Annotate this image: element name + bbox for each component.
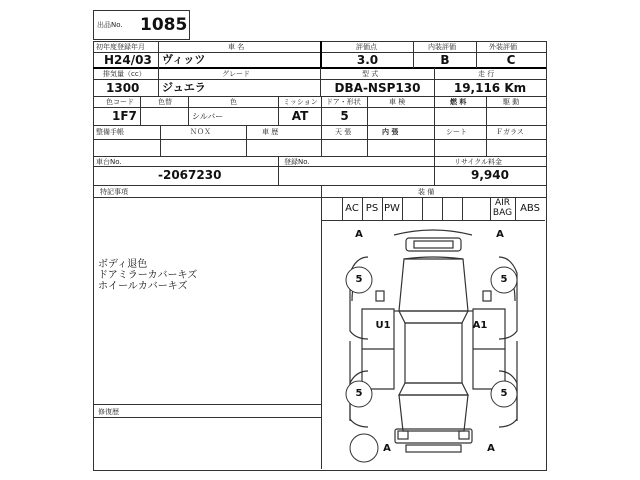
interior-value: B xyxy=(440,53,450,67)
lot-label: 出品No. xyxy=(97,21,123,29)
car-diagram xyxy=(322,221,545,469)
code-front-right-tire: 5 xyxy=(500,274,508,285)
repair-label: 修復歴 xyxy=(98,408,119,416)
lot-number: 1085 xyxy=(140,15,188,35)
rule xyxy=(93,197,546,198)
fuel-label: 燃 料 xyxy=(450,98,467,106)
rule xyxy=(321,125,322,156)
rule xyxy=(140,96,141,125)
lot-box xyxy=(93,10,190,40)
model-value: DBA-NSP130 xyxy=(334,81,421,95)
code-front-left-tire: 5 xyxy=(355,274,363,285)
rule xyxy=(278,156,279,185)
color-code-value: 1F7 xyxy=(112,109,137,123)
capacity-label: 車 検 xyxy=(389,98,406,106)
color-value: シルバー xyxy=(192,112,224,121)
remarks-line: ドアミラーカバーキズ xyxy=(98,270,198,281)
exterior-label: 外装評価 xyxy=(489,43,517,51)
rule xyxy=(402,197,403,220)
door-value: 5 xyxy=(340,109,349,123)
equipment-abs: ABS xyxy=(520,203,540,214)
equipment-pw: PW xyxy=(384,203,400,214)
code-front-left: A xyxy=(355,229,363,240)
code-rear-right-tire: 5 xyxy=(500,388,508,399)
car-name-label: 車 名 xyxy=(228,43,245,51)
code-front-right: A xyxy=(496,229,504,240)
rule xyxy=(486,125,487,156)
first-reg-value: H24/03 xyxy=(104,53,152,67)
rule xyxy=(462,197,463,220)
rule xyxy=(188,96,189,125)
rule xyxy=(434,96,435,125)
sunroof-label: 天 張 xyxy=(335,128,352,136)
code-right-door: A1 xyxy=(472,320,488,331)
exterior-value: C xyxy=(506,53,516,67)
drive-label: 駆 動 xyxy=(503,98,520,106)
equipment-label: 装 備 xyxy=(418,188,435,196)
displacement-label: 排気量（cc） xyxy=(103,70,146,78)
rule xyxy=(367,96,368,125)
car-name-value: ヴィッツ xyxy=(162,53,206,66)
spare-tire xyxy=(350,434,378,462)
remarks-label: 特記事項 xyxy=(100,188,128,196)
rule xyxy=(246,125,247,156)
code-rear-right: A xyxy=(487,443,495,454)
equipment-ps: PS xyxy=(365,203,379,214)
nox-label: ＮＯＸ xyxy=(190,128,211,136)
code-rear-left: A xyxy=(383,443,391,454)
mileage-label: 走 行 xyxy=(478,70,495,78)
rule xyxy=(93,404,321,405)
door-label: ドア・形状 xyxy=(326,98,361,106)
code-left-door: U1 xyxy=(375,320,391,331)
model-label: 型 式 xyxy=(362,70,379,78)
rule xyxy=(434,125,435,156)
score-value: 3.0 xyxy=(356,53,379,67)
code-rear-left-tire: 5 xyxy=(355,388,363,399)
seat-label: シート xyxy=(446,128,467,136)
rule xyxy=(93,417,321,418)
rule xyxy=(486,96,487,125)
remarks-line: ボディ退色 xyxy=(98,259,148,270)
interior-label: 内装評価 xyxy=(428,43,456,51)
score-label: 評価点 xyxy=(356,43,377,51)
color-type-label: 色替 xyxy=(158,98,172,106)
history-label: 車 歴 xyxy=(262,128,279,136)
grade-label: グレード xyxy=(222,70,250,78)
chassis-label: 車台No. xyxy=(96,158,122,166)
mission-value: AT xyxy=(291,109,309,123)
rule xyxy=(367,125,368,156)
interior-lining-label: 内 張 xyxy=(382,128,399,136)
rule xyxy=(422,197,423,220)
grade-value: ジュエラ xyxy=(162,81,206,94)
reg-no-label: 登録No. xyxy=(284,158,310,166)
recycle-label: リサイクル料金 xyxy=(454,158,503,166)
mission-label: ミッション xyxy=(283,98,318,106)
rule xyxy=(160,125,161,156)
rule xyxy=(93,107,546,108)
rule xyxy=(93,96,546,97)
chassis-value: -2067230 xyxy=(158,168,222,182)
equipment-airbag: AIR BAG xyxy=(492,198,513,218)
rule xyxy=(93,185,546,186)
glass-label: Ｆガラス xyxy=(496,128,524,136)
color-label: 色 xyxy=(230,98,237,106)
displacement-value: 1300 xyxy=(106,81,140,95)
rule xyxy=(93,156,546,157)
remarks-line: ホイールカバーキズ xyxy=(98,281,188,292)
mileage-value: 19,116 Km xyxy=(453,81,527,95)
recycle-value: 9,940 xyxy=(471,168,509,182)
color-code-label: 色コード xyxy=(106,98,134,106)
manual-label: 整備手帳 xyxy=(96,128,124,136)
first-reg-label: 初年度登録年月 xyxy=(96,43,145,51)
equipment-ac: AC xyxy=(345,203,359,214)
rule xyxy=(158,41,159,96)
rule xyxy=(442,197,443,220)
